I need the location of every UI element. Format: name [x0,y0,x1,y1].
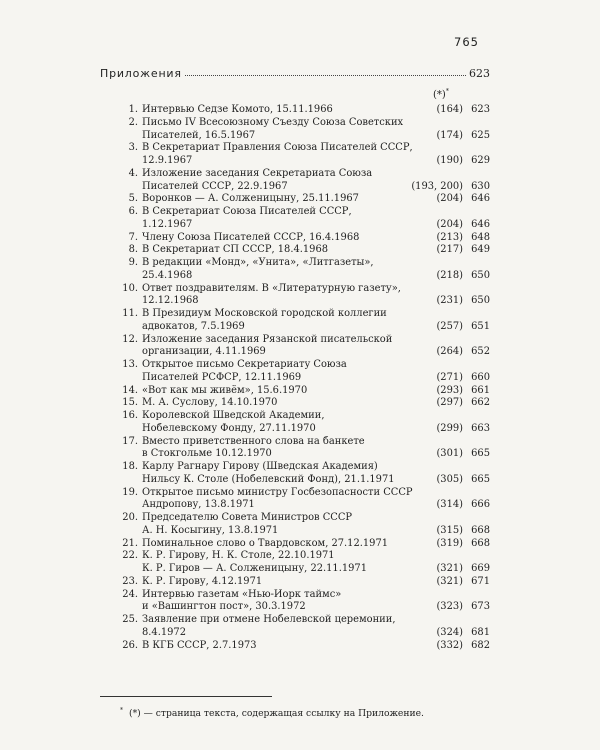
entry-references [434,397,490,410]
entry-references [434,244,490,257]
section-page: 623 [469,67,490,80]
footnote-rule [100,696,272,697]
entry-title-text: Писателей РСФСР, 12.11.1969 [142,372,490,385]
entry-references [434,193,490,206]
entry-number: 5. [128,193,138,205]
entry-title-text: А. Н. Косыгину, 13.8.1971 [142,525,490,538]
toc-entry [100,397,490,410]
toc-entry [100,104,490,117]
entry-title-line: Заявление при отмене Нобелевской церемонии, [142,614,396,625]
text-page-ref: (271) [436,371,463,383]
appendix-page: 669 [471,563,490,574]
appendix-page: 682 [471,639,490,651]
entry-number: 13. [122,359,138,370]
entry-title-text: Интервью Седзе Комото, 15.11.1966 [142,104,490,117]
leader-dots [170,75,466,76]
text-page-ref: (321) [436,575,463,587]
appendix-page: 649 [471,244,490,256]
entry-references [409,181,490,194]
appendix-page: 629 [471,155,490,166]
toc-entry [100,206,490,232]
text-page-ref: (193, 200) [411,180,463,192]
text-page-ref: (301) [436,448,463,460]
toc-entry [100,436,490,462]
appendix-page: 652 [471,346,490,358]
entry-title-line: В Секретариат Правления Союза Писателей СССР, [142,142,413,154]
entry-number: 24. [122,588,138,600]
toc-entry [100,359,490,385]
column-header [433,88,449,100]
entry-references [434,563,490,576]
entry-references [434,295,490,308]
text-page-ref: (204) [436,193,463,205]
entry-title-text: 12.9.1967 [142,155,490,168]
toc-entry [100,244,490,257]
entry-title-line: Письмо IV Всесоюзному Съезду Союза Советских [142,116,404,128]
entry-title-text: Писателей, 16.5.1967 [142,130,490,143]
entry-title-line: Вместо приветственного слова на банкете [142,435,365,447]
text-page-ref: (323) [436,601,463,613]
text-page-ref: (217) [436,244,463,256]
entry-title-text: 25.4.1968 [142,270,490,283]
entry-references [434,525,490,538]
text-page-ref: (293) [436,384,463,396]
appendix-page: 668 [471,537,490,549]
toc-entry [100,168,490,194]
toc-entry [100,193,490,206]
text-page-ref: (324) [436,626,463,638]
entry-title-text: В КГБ СССР, 2.7.1973 [142,640,490,653]
column-header-mark: * [445,88,449,95]
entry-title-text: «Вот как мы живём», 15.6.1970 [142,385,490,398]
appendix-page: 662 [471,397,490,409]
entry-number: 20. [122,512,138,523]
entry-number: 22. [122,550,138,562]
text-page-ref: (305) [436,473,463,485]
entry-references [434,219,490,232]
entry-references [434,576,490,589]
entry-title-line: Интервью газетам «Нью-Йорк таймс» [142,588,342,600]
toc-entry [100,142,490,168]
appendix-page: 665 [471,448,490,460]
entry-title-text: М. А. Суслову, 14.10.1970 [142,397,490,410]
footnote-text: (*) — страница текста, содержащая ссылку на Приложение. [129,708,424,720]
entry-references [434,270,490,283]
entry-title-line: Открытое письмо Секретариату Союза [142,359,347,370]
entry-references [434,104,490,117]
entry-title-line: Председателю Совета Министров СССР [142,512,353,523]
appendix-page: 625 [471,129,490,141]
entry-title-text: К. Р. Гирову, 4.12.1971 [142,576,490,589]
entry-references [434,601,490,614]
toc-entry [100,550,490,576]
entry-references [434,640,490,653]
entry-number: 6. [128,206,138,217]
toc-entry [100,576,490,589]
entry-references [434,627,490,640]
appendix-page: 681 [471,626,490,638]
footnote [120,707,424,719]
entry-title-line: Карлу Рагнару Гирову (Шведская Академия) [142,461,378,472]
entry-references [434,372,490,385]
toc-entry [100,614,490,640]
entry-title-text: Поминальное слово о Твардовском, 27.12.1971 [142,538,490,551]
text-page-ref: (319) [436,537,463,549]
text-page-ref: (299) [436,422,463,434]
toc-entry [100,385,490,398]
appendix-page: 623 [471,104,490,115]
text-page-ref: (332) [436,639,463,651]
appendix-page: 630 [471,180,490,192]
entry-title-line: Изложение заседания Рязанской писательской [142,333,393,345]
entry-title-text: Писателей СССР, 22.9.1967 [142,181,490,194]
entry-title-text: организации, 4.11.1969 [142,346,490,359]
toc-entry [100,410,490,436]
appendix-page: 650 [471,295,490,307]
table-of-contents [100,104,490,652]
entry-number: 19. [122,486,138,498]
entry-number: 16. [122,410,138,421]
entry-number: 17. [122,435,138,447]
text-page-ref: (314) [436,499,463,511]
text-page-ref: (264) [436,346,463,358]
entry-number: 2. [128,116,138,128]
entry-title-text: Воронков — А. Солженицыну, 25.11.1967 [142,193,490,206]
toc-entry [100,461,490,487]
toc-entry [100,334,490,360]
entry-references [434,385,490,398]
appendix-page: 663 [471,422,490,434]
toc-entry [100,117,490,143]
page-number: 765 [454,35,479,49]
entry-number: 3. [128,142,138,154]
entry-number: 4. [128,167,138,179]
text-page-ref: (231) [436,295,463,307]
entry-title-line: В Президиум Московской городской коллегии [142,308,387,319]
section-title: Приложения [100,67,182,80]
entry-title-text: Нобелевскому Фонду, 27.11.1970 [142,423,490,436]
entry-number: 8. [128,244,138,256]
entry-references [434,474,490,487]
toc-entry [100,283,490,309]
entry-references [434,130,490,143]
entry-number: 9. [128,257,138,268]
entry-title-line: В Секретариат Союза Писателей СССР, [142,206,352,217]
entry-title-line: К. Р. Гирову, Н. К. Столе, 22.10.1971 [142,550,335,562]
entry-references [434,232,490,245]
toc-entry [100,308,490,334]
entry-title-line: Королевской Шведской Академии, [142,410,325,421]
text-page-ref: (190) [436,155,463,166]
entry-title-text: и «Вашингтон пост», 30.3.1972 [142,601,490,614]
toc-entry [100,589,490,615]
column-header-label: (*) [433,89,446,101]
entry-number: 12. [122,333,138,345]
entry-number: 18. [122,461,138,472]
entry-title-text: 1.12.1967 [142,219,490,232]
appendix-page: 651 [471,320,490,332]
toc-entry [100,640,490,653]
entry-title-text: Члену Союза Писателей СССР, 16.4.1968 [142,232,490,245]
entry-number: 14. [122,384,138,396]
entry-references [434,346,490,359]
entry-title-text: адвокатов, 7.5.1969 [142,321,490,334]
footnote-mark: * [120,707,123,714]
entry-references [434,499,490,512]
entry-references [434,538,490,551]
entry-title-text: К. Р. Гиров — А. Солженицыну, 22.11.1971 [142,563,490,576]
entry-number: 15. [122,397,138,409]
appendix-page: 646 [471,218,490,230]
section-heading [100,67,490,83]
entry-title-text: Андропову, 13.8.1971 [142,499,490,512]
entry-title-text: Нильсу К. Столе (Нобелевский Фонд), 21.1.1971 [142,474,490,487]
text-page-ref: (257) [436,320,463,332]
entry-references [434,423,490,436]
entry-number: 21. [122,537,138,549]
appendix-page: 648 [471,231,490,243]
toc-entry [100,232,490,245]
entry-number: 23. [122,575,138,587]
text-page-ref: (174) [436,129,463,141]
text-page-ref: (321) [436,563,463,574]
appendix-page: 666 [471,499,490,511]
appendix-page: 646 [471,193,490,205]
entry-number: 10. [122,282,138,294]
entry-title-text: В Секретариат СП СССР, 18.4.1968 [142,244,490,257]
text-page-ref: (297) [436,397,463,409]
toc-entry [100,487,490,513]
appendix-page: 665 [471,473,490,485]
entry-title-text: в Стокгольме 10.12.1970 [142,448,490,461]
appendix-page: 671 [471,575,490,587]
entry-number: 1. [128,104,138,115]
appendix-page: 668 [471,524,490,536]
text-page-ref: (218) [436,269,463,281]
appendix-page: 661 [471,384,490,396]
text-page-ref: (164) [436,104,463,115]
toc-entry [100,257,490,283]
text-page-ref: (315) [436,524,463,536]
entry-title-line: В редакции «Монд», «Унита», «Литгазеты», [142,257,374,268]
entry-number: 25. [122,614,138,625]
entry-number: 26. [122,639,138,651]
entry-title-text: 12.12.1968 [142,295,490,308]
entry-number: 11. [122,308,138,319]
appendix-page: 650 [471,269,490,281]
entry-title-line: Ответ поздравителям. В «Литературную газету», [142,282,401,294]
toc-entry [100,512,490,538]
entry-references [434,155,490,168]
text-page-ref: (213) [436,231,463,243]
entry-title-line: Изложение заседания Секретариата Союза [142,167,373,179]
entry-number: 7. [128,231,138,243]
entry-title-line: Открытое письмо министру Госбезопасности СССР [142,486,413,498]
text-page-ref: (204) [436,218,463,230]
appendix-page: 660 [471,371,490,383]
entry-references [434,321,490,334]
toc-entry [100,538,490,551]
appendix-page: 673 [471,601,490,613]
entry-references [434,448,490,461]
entry-title-text: 8.4.1972 [142,627,490,640]
